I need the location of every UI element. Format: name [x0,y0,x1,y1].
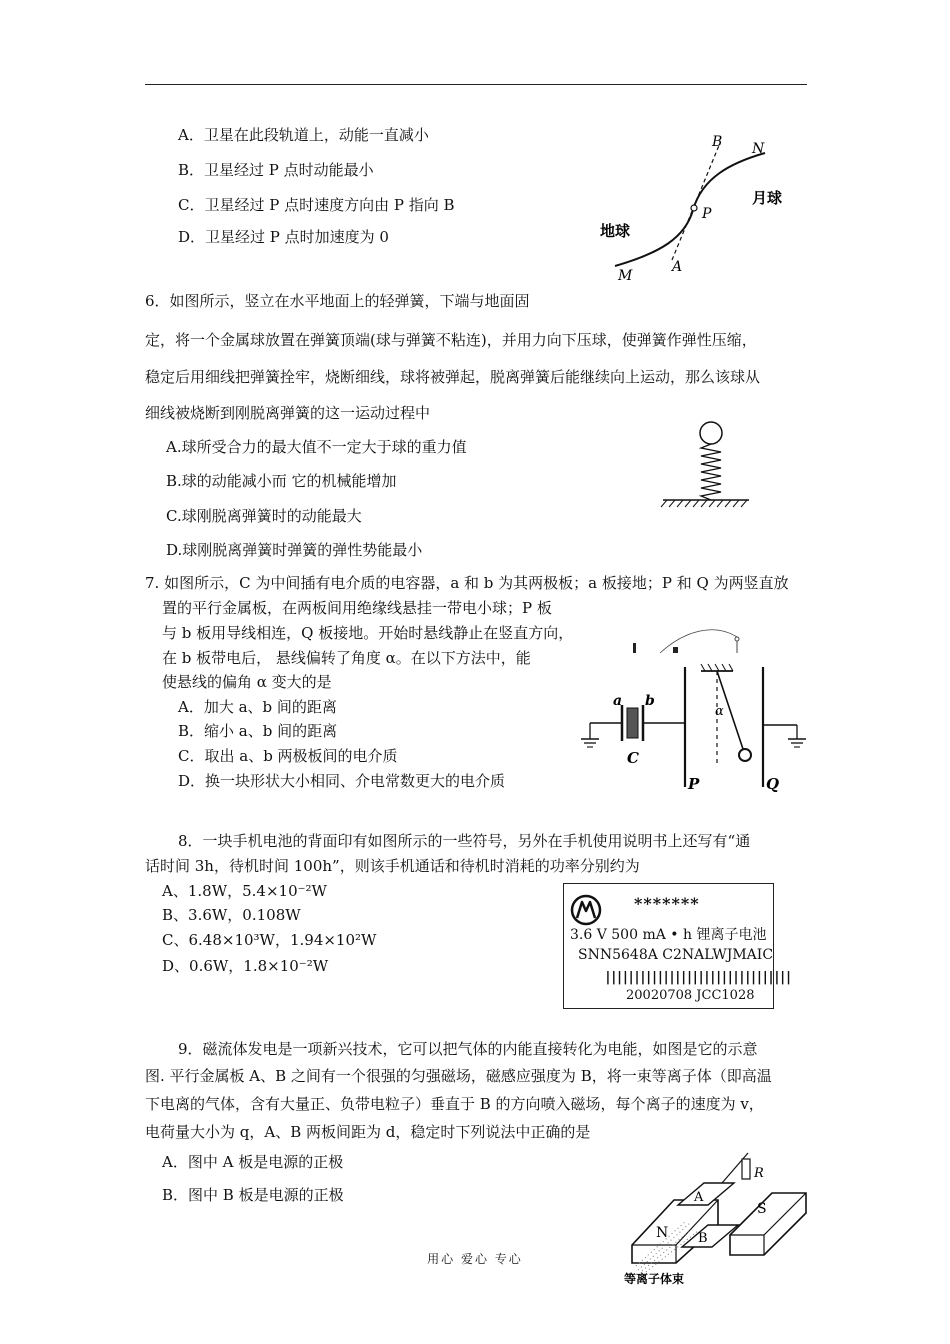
label-b: B [698,1231,708,1246]
dielectric [627,708,638,738]
resistor [742,1159,750,1179]
label-n: N [656,1225,669,1241]
q6-line-1: 6．如图所示，竖立在水平地面上的轻弹簧，下端与地面固 [145,292,530,310]
q6-option-d: D.球刚脱离弹簧时弹簧的弹性势能最小 [166,541,423,559]
q5-option-a: A．卫星在此段轨道上，动能一直减小 [178,126,429,144]
q8-line-2: 话时间 3h，待机时间 100h”，则该手机通话和待机时消耗的功率分别约为 [145,857,640,875]
battery-spec: 3.6 V 500 mA • h 锂离子电池 [570,927,767,943]
orbit-curve [615,153,765,266]
label-a: A [672,259,683,275]
q5-option-b: B．卫星经过 P 点时动能最小 [178,161,374,179]
ball [700,422,722,444]
point-p-marker [691,205,697,211]
q5-orbit-figure [590,128,800,288]
label-p: P [702,206,712,222]
q7-option-c: C．取出 a、b 两极板间的电介质 [178,747,398,765]
battery-label [563,883,791,1009]
q7-line-5: 使悬线的偏角 α 变大的是 [162,673,332,691]
stars: ******* [634,894,700,913]
label-a: a [613,693,623,709]
q8-option-a: A、1.8W，5.4×10⁻²W [162,882,327,900]
q9-option-b: B．图中 B 板是电源的正极 [162,1186,344,1204]
label-c: C [627,749,639,767]
label-p: P [688,775,700,793]
label-m: M [618,268,633,284]
q7-line-2: 置的平行金属板，在两板间用绝缘线悬挂一带电小球；P 板 [162,599,552,617]
barcode: |||||||||||||||||||||||||||||||| [604,970,791,985]
label-b: b [645,693,655,709]
label-r: R [754,1166,764,1181]
q5-option-d: D．卫星经过 P 点时加速度为 0 [178,228,389,246]
q9-line-4: 电荷量大小为 q，A、B 两板间距为 d，稳定时下列说法中正确的是 [145,1123,591,1141]
label-beam: 等离子体束 [624,1272,685,1285]
ground-hatching [661,500,747,507]
brand-logo-icon [570,894,602,926]
q9-line-2: 图. 平行金属板 A、B 之间有一个很强的匀强磁场，磁感应强度为 B，将一束等离子体（即高温 [145,1067,772,1085]
q6-line-3: 稳定后用细线把弹簧拴牢，烧断细线，球将被弹起，脱离弹簧后能继续向上运动，那么该球从 [145,368,761,386]
q9-option-a: A．图中 A 板是电源的正极 [162,1153,344,1171]
q7-option-b: B．缩小 a、b 间的距离 [178,722,338,740]
q7-capacitor-figure [575,625,810,795]
q7-option-d: D．换一块形状大小相同、介电常数更大的电介质 [178,772,506,790]
support-hatching [701,664,733,671]
q8-option-b: B、3.6W，0.108W [162,906,301,924]
q5-option-c: C．卫星经过 P 点时速度方向由 P 指向 B [178,196,455,214]
q9-line-3: 下电离的气体，含有大量正、负带电粒子）垂直于 B 的方向喷入磁场，每个离子的速度为 v， [145,1095,764,1113]
q8-option-c: C、6.48×10³W，1.94×10²W [162,931,377,949]
plate-a [678,1183,734,1205]
q8-line-1: 8．一块手机电池的背面印有如图所示的一些符号，另外在手机使用说明书上还写有“通 [178,832,751,850]
q6-option-b: B.球的动能减小而 它的机械能增加 [166,472,397,490]
artifact-mark-2 [673,647,678,653]
magnet-s [730,1193,806,1255]
wire-top [660,630,737,653]
q6-spring-figure [655,418,755,510]
page-footer: 用心 爱心 专心 [427,1252,523,1266]
header-rule [145,84,807,85]
q6-option-a: A.球所受合力的最大值不一定大于球的重力值 [166,438,467,456]
spring [701,444,721,500]
label-b: B [712,134,723,150]
q9-line-1: 9．磁流体发电是一项新兴技术，它可以把气体的内能直接转化为电能，如图是它的示意 [178,1040,758,1058]
battery-code: 20020708 JCC1028 [626,988,755,1003]
q6-line-2: 定，将一个金属球放置在弹簧顶端(球与弹簧不粘连)，并用力向下压球，使弹簧作弹性压缩， [145,331,757,349]
label-a: A [694,1190,704,1205]
label-n: N [752,141,765,157]
artifact-mark-1 [633,643,636,653]
label-alpha: α [715,704,724,719]
wire-terminal [735,637,739,641]
tangent-line [672,143,720,260]
q7-option-a: A．加大 a、b 间的距离 [178,698,337,716]
q8-option-d: D、0.6W，1.8×10⁻²W [162,957,329,975]
q7-line-1: 7. 如图所示，C 为中间插有电介质的电容器，a 和 b 为其两极板；a 板接地；P 和 Q 为两竖直放 [145,574,789,592]
label-moon: 月球 [752,189,783,207]
label-q: Q [766,775,780,793]
label-s: S [757,1201,767,1217]
q6-line-4: 细线被烧断到刚脱离弹簧的这一运动过程中 [145,404,431,422]
charged-ball [739,749,751,761]
battery-serial: SNN5648A C2NALWJMAIC [578,947,774,963]
q6-option-c: C.球刚脱离弹簧时的动能最大 [166,507,362,525]
label-earth: 地球 [600,222,631,240]
q7-line-3: 与 b 板用导线相连，Q 板接地。开始时悬线静止在竖直方向， [162,624,574,642]
q7-line-4: 在 b 板带电后， 悬线偏转了角度 α。在以下方法中，能 [162,649,531,667]
